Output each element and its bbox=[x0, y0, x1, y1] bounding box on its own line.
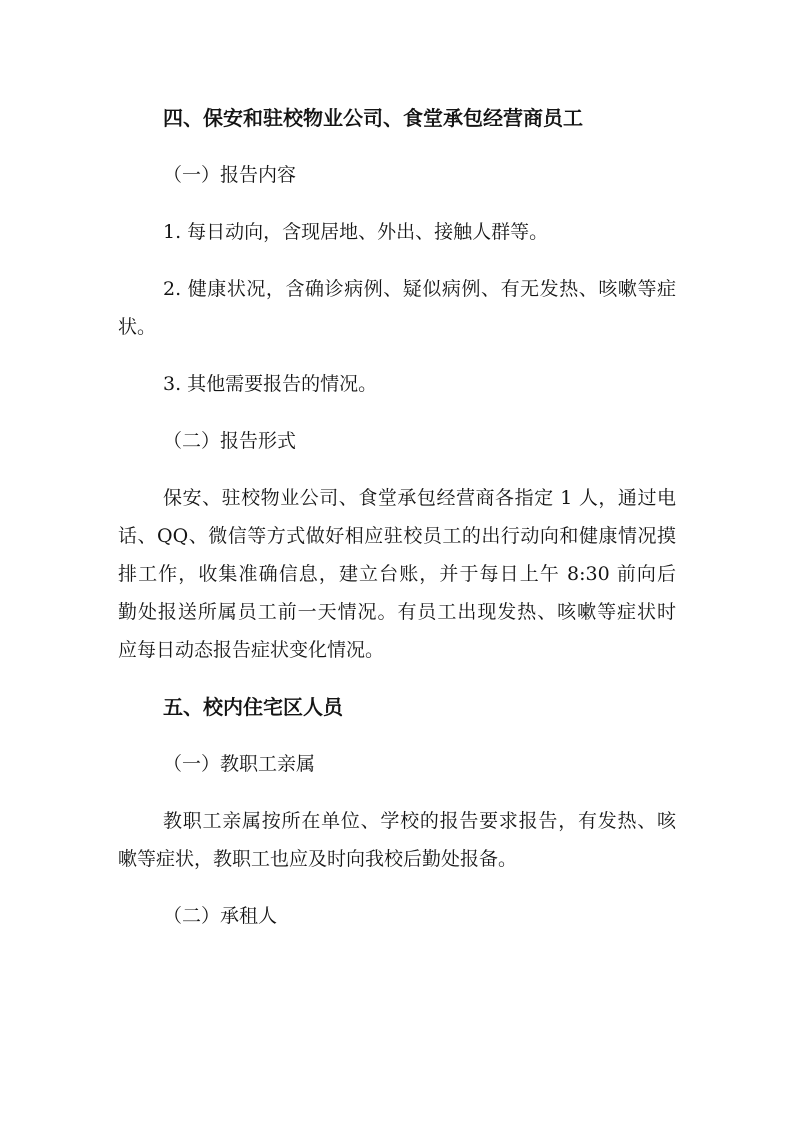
list-item-2 bbox=[118, 270, 676, 346]
report-form-line-2: 话、QQ、微信等方式做好相应驻校员工的出行动向和健康情况摸 bbox=[118, 525, 676, 547]
report-form-paragraph bbox=[118, 479, 676, 669]
section-heading-4 bbox=[118, 99, 676, 137]
list-item-1 bbox=[118, 213, 676, 251]
report-form-line-3: 排工作，收集准确信息，建立台账，并于每日上午 8:30 前向后 bbox=[118, 563, 676, 585]
section-heading-5-text: 五、校内住宅区人员 bbox=[163, 695, 343, 719]
section-heading-5 bbox=[118, 688, 676, 726]
staff-relatives-paragraph bbox=[118, 802, 676, 878]
subheading-tenants bbox=[118, 897, 676, 935]
subheading-tenants-text: （二）承租人 bbox=[163, 905, 278, 927]
section-heading-4-text: 四、保安和驻校物业公司、食堂承包经营商员工 bbox=[163, 106, 583, 130]
report-form-line-5: 应每日动态报告症状变化情况。 bbox=[118, 639, 385, 661]
subheading-report-form bbox=[118, 422, 676, 460]
list-item-2-line-2: 状。 bbox=[118, 316, 157, 338]
list-item-3 bbox=[118, 365, 676, 403]
report-form-line-4: 勤处报送所属员工前一天情况。有员工出现发热、咳嗽等症状时 bbox=[118, 601, 676, 623]
staff-relatives-line-1: 教职工亲属按所在单位、学校的报告要求报告，有发热、咳 bbox=[163, 810, 676, 832]
subheading-report-form-text: （二）报告形式 bbox=[163, 430, 297, 452]
staff-relatives-line-2: 嗽等症状，教职工也应及时向我校后勤处报备。 bbox=[118, 848, 518, 870]
list-item-2-line-1: 2. 健康状况，含确诊病例、疑似病例、有无发热、咳嗽等症 bbox=[163, 278, 676, 300]
subheading-staff-relatives-text: （一）教职工亲属 bbox=[163, 753, 316, 775]
subheading-report-content bbox=[118, 156, 676, 194]
subheading-staff-relatives bbox=[118, 745, 676, 783]
subheading-report-content-text: （一）报告内容 bbox=[163, 164, 297, 186]
list-item-1-line-1: 1. 每日动向，含现居地、外出、接触人群等。 bbox=[163, 221, 549, 243]
report-form-line-1: 保安、驻校物业公司、食堂承包经营商各指定 1 人，通过电 bbox=[163, 487, 676, 509]
list-item-3-line-1: 3. 其他需要报告的情况。 bbox=[163, 373, 378, 395]
